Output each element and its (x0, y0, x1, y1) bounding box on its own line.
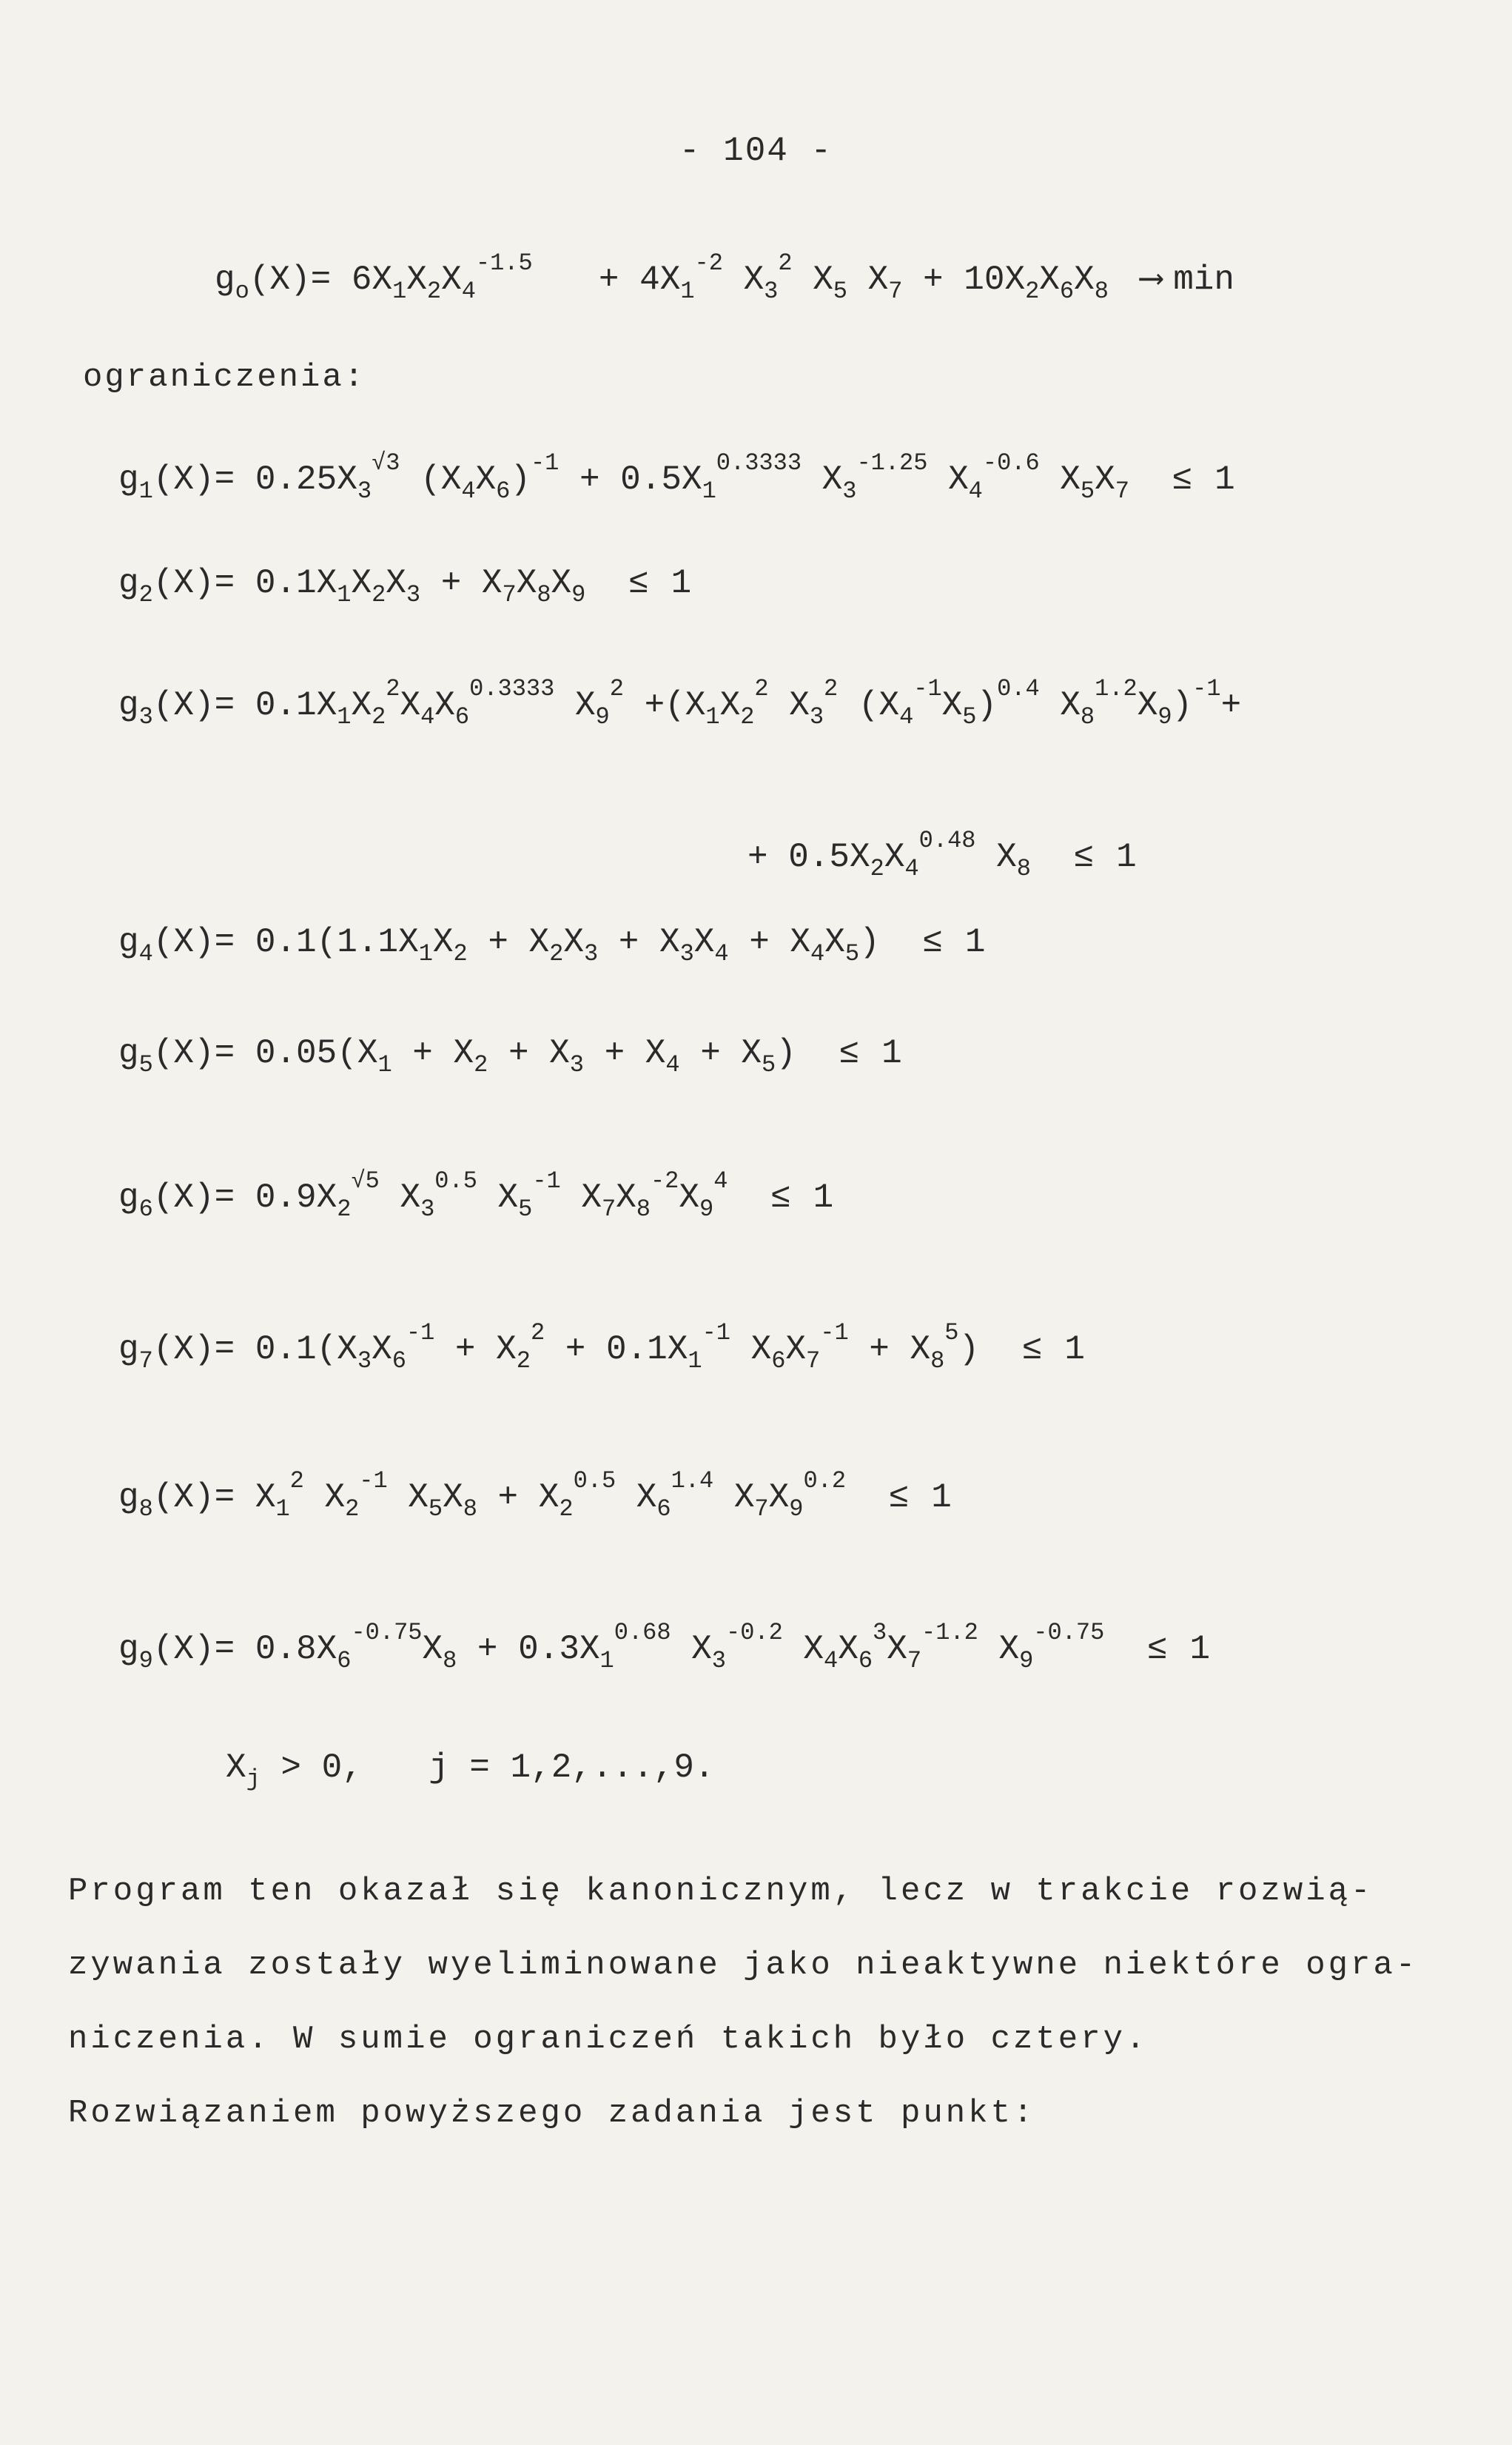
arrow-icon: ⟶ (1140, 261, 1162, 299)
constraints-heading: ograniczenia: (83, 359, 366, 396)
constraint-g7: $g_7(X)= 0.1(X_3X_6^{-1} + X_2^2 + 0.1X_1^{-1}$ $X_6X_7^{-1} + X_8^5) \le 1$ (118, 1319, 1085, 1375)
body-text (68, 1854, 1459, 2150)
paragraph-line: Rozwiązaniem powyższego zadania jest punkt: (68, 2095, 1036, 2132)
constraint-g2: $g_2(X)= 0.1X_1X_2X_3 + X_7X_8X_9 \le 1$ (118, 564, 692, 608)
constraint-g8: $g_8(X)= X_1^2$ $X_2^{-1}$ $X_5X_8 + X_2^{0.5}$ $X_6^{1.4}$ $X_7X_9^{0.2} \le 1$ (118, 1467, 952, 1523)
variable-domain: $X_j > 0$, j = 1,2,...,9. (226, 1748, 715, 1793)
page-number: - 104 - (679, 132, 833, 170)
constraint-g9: $g_9(X)= 0.8X_6^{-0.75}X_8 + 0.3X_1^{0.68}$ $X_3^{-0.2}$ $X_4X_6^3X_7^{-1.2}$ $X_9^{-0.75} \le 1$ (118, 1619, 1211, 1674)
constraint-g6: $g_6(X)= 0.9X_2^{√5}$ $X_3^{0.5}$ $X_5^{-1}$ $X_7X_8^{-2}X_9^4 \le 1$ (118, 1167, 834, 1223)
constraint-g3-continuation: + $0.5X_2X_4^{0.48}$ $X_8 \le 1$ (747, 827, 1137, 882)
constraint-g5: $g_5(X)= 0.05(X_1 + X_2 + X_3 + X_4 + X_5) \le 1$ (118, 1034, 902, 1079)
paragraph-line: Program ten okazał się kanonicznym, lecz w trakcie rozwią- (68, 1873, 1374, 1910)
objective-function: $g_o(X)= 6X_1X_2X_4^{-1.5} + 4X_1^{-2}$ $X_3^2$ $X_5$ $X_7 + 10X_2X_6X_8$ ⟶ min (215, 249, 1235, 305)
constraint-g4: $g_4(X)= 0.1(1.1X_1X_2 + X_2X_3 + X_3X_4 + X_4X_5) \le 1$ (118, 923, 986, 967)
paragraph-line: zywania zostały wyeliminowane jako nieaktywne niektóre ogra- (68, 1947, 1419, 1984)
paragraph-line: niczenia. W sumie ograniczeń takich było cztery. (68, 2021, 1149, 2058)
constraint-g1: $g_1(X)= 0.25X_3^{√3}$ $(X_4X_6)^{-1} + 0.5X_1^{0.3333}$ $X_3^{-1.25}$ $X_4^{-0.6}$ $X_5X_7 \le 1$ (118, 449, 1235, 505)
constraint-g3: $g_3(X)= 0.1X_1X_2^2X_4X_6^{0.3333}$ $X_9^2 +(X_1X_2^2$ $X_3^2$ $(X_4^{-1}X_5)^{0.4}$ $X_8^{1.2}X_9)^{-1}+$ (118, 675, 1242, 731)
